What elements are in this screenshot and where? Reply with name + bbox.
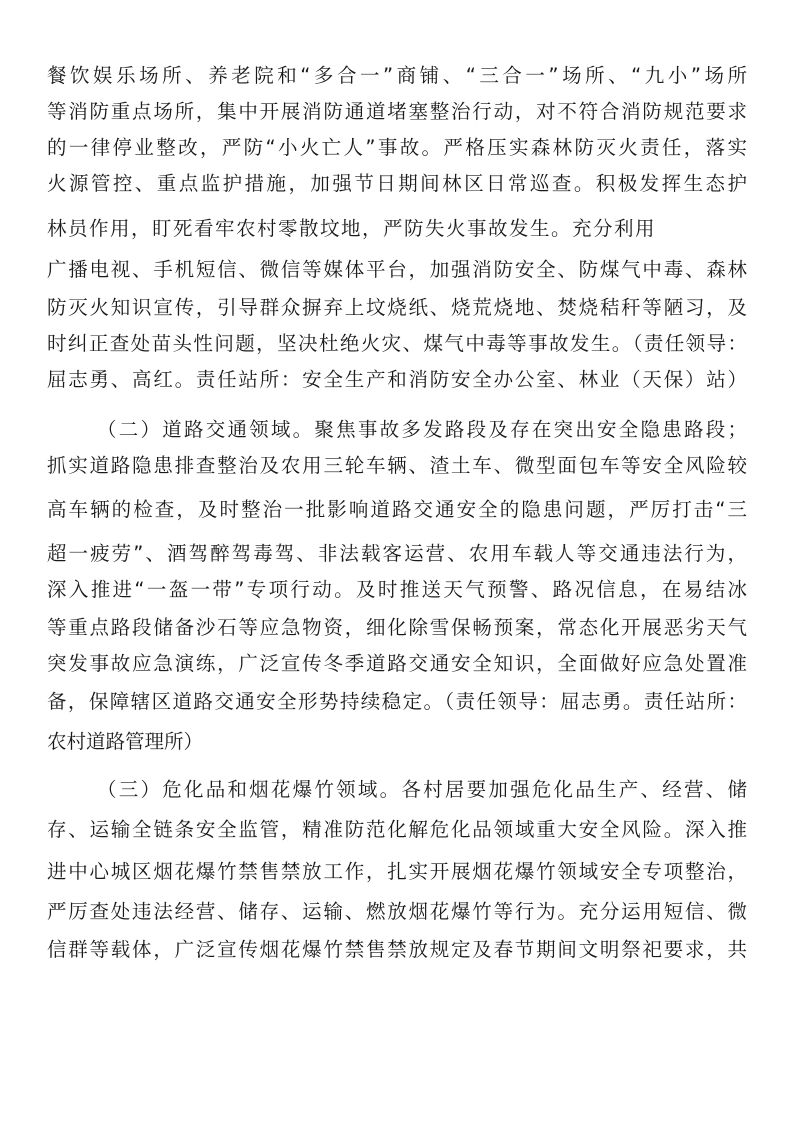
text-line: 突发事故应急演练，广泛宣传冬季道路交通安全知识，全面做好应急处置准 — [47, 652, 747, 675]
text-line: 存、运输全链条安全监管，精准防范化解危化品领域重大安全风险。深入推 — [47, 818, 747, 841]
text-line: 屈志勇、高红。责任站所：安全生产和消防安全办公室、林业（天保）站） — [47, 368, 747, 391]
text-line: 超一疲劳”、酒驾醉驾毒驾、非法载客运营、农用车载人等交通违法行为， — [47, 542, 747, 565]
text-line: 抓实道路隐患排查整治及农用三轮车辆、渣土车、微型面包车等安全风险较 — [47, 454, 747, 477]
text-line: 严厉查处违法经营、储存、运输、燃放烟花爆竹等行为。充分运用短信、微 — [47, 900, 747, 923]
text-line: 火源管控、重点监护措施，加强节日期间林区日常巡查。积极发挥生态护 — [47, 172, 747, 195]
text-line: 防灭火知识宣传，引导群众摒弃上坟烧纸、烧荒烧地、焚烧秸秆等陋习，及 — [47, 296, 747, 319]
text-line: 等重点路段储备沙石等应急物资，细化除雪保畅预案，常态化开展恶劣天气 — [47, 616, 747, 639]
text-line: 广播电视、手机短信、微信等媒体平台，加强消防安全、防煤气中毒、森林 — [47, 258, 747, 281]
text-line: 等消防重点场所，集中开展消防通道堵塞整治行动，对不符合消防规范要求 — [47, 100, 747, 123]
text-line: 的一律停业整改，严防“小火亡人”事故。严格压实森林防灭火责任，落实 — [47, 136, 747, 159]
text-line: 农村道路管理所） — [47, 730, 204, 753]
text-line: 餐饮娱乐场所、养老院和“多合一”商铺、“三合一”场所、“九小”场所 — [47, 64, 747, 87]
section-heading-line: （二）道路交通领域。聚焦事故多发路段及存在突出安全隐患路段； — [97, 418, 747, 441]
text-line: 备，保障辖区道路交通安全形势持续稳定。（责任领导：屈志勇。责任站所： — [47, 690, 747, 713]
text-line: 时纠正查处苗头性问题，坚决杜绝火灾、煤气中毒等事故发生。（责任领导： — [47, 332, 747, 355]
text-line: 高车辆的检查，及时整治一批影响道路交通安全的隐患问题，严厉打击“三 — [47, 498, 747, 521]
text-line: 深入推进“一盔一带”专项行动。及时推送天气预警、路况信息，在易结冰 — [47, 578, 747, 601]
section-heading-line: （三）危化品和烟花爆竹领域。各村居要加强危化品生产、经营、储 — [97, 778, 747, 801]
text-line: 信群等载体，广泛宣传烟花爆竹禁售禁放规定及春节期间文明祭祀要求，共 — [47, 938, 747, 961]
text-line: 进中心城区烟花爆竹禁售禁放工作，扎实开展烟花爆竹领域安全专项整治， — [47, 860, 747, 883]
text-line: 林员作用，盯死看牢农村零散坟地，严防失火事故发生。充分利用 — [47, 217, 657, 240]
